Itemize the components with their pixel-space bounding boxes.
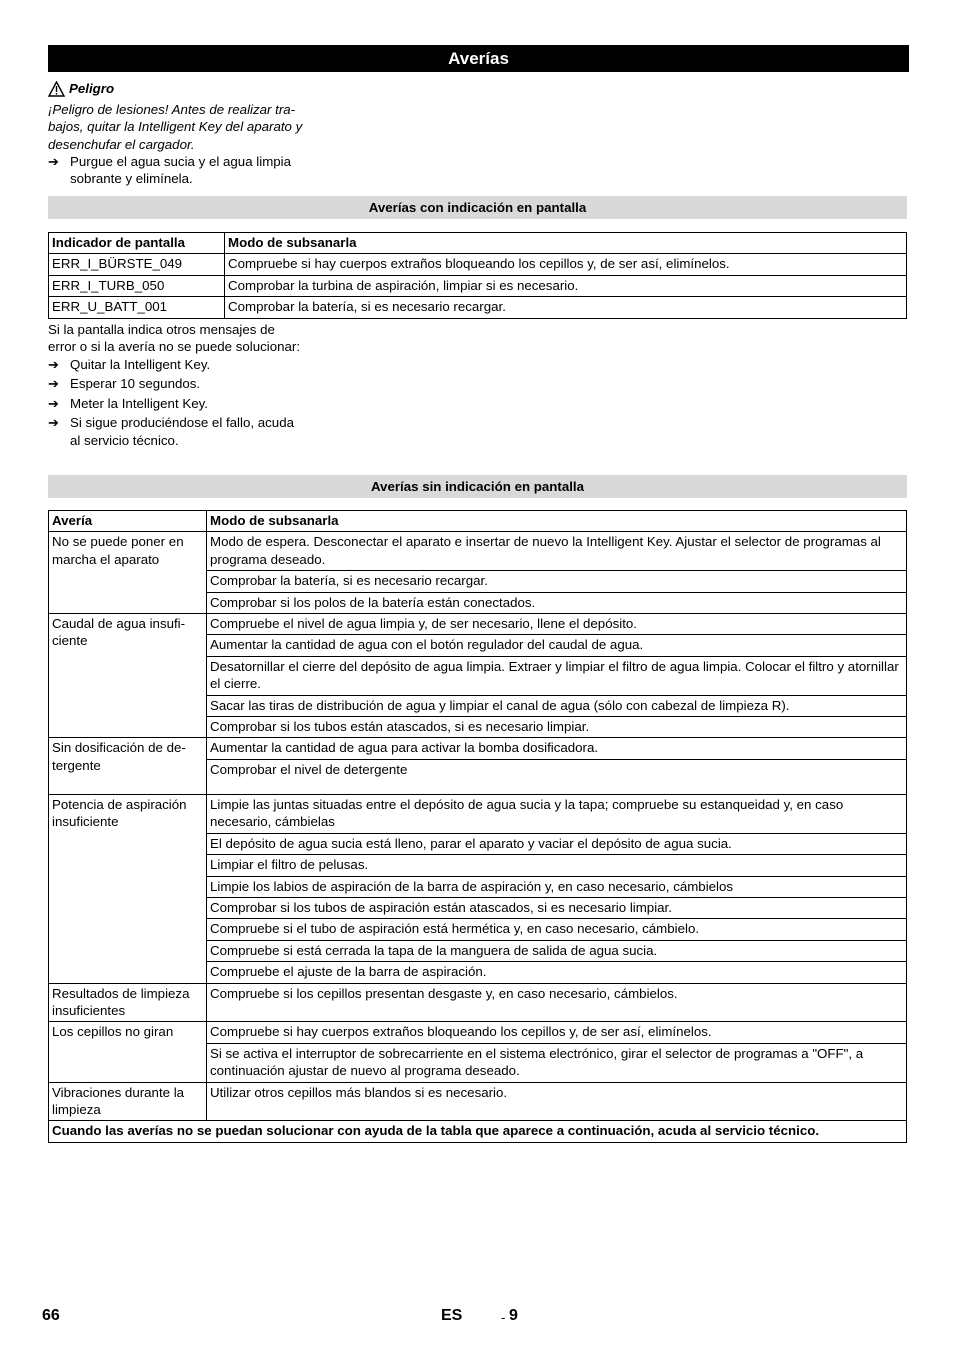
remedy: Comprobar la batería, si es necesario recargar.	[207, 571, 907, 592]
other-errors-steps	[48, 356, 338, 449]
warning-triangle-icon	[48, 81, 65, 97]
section-title: Averías	[48, 45, 909, 72]
list-item: ➔ Si sigue produciéndose el fallo, acuda al servicio técnico.	[48, 415, 294, 448]
remedy: Comprobar la batería, si es necesario recargar.	[225, 297, 907, 318]
fault: Vibraciones durante la limpieza	[49, 1082, 207, 1121]
list-item: ➔ Esperar 10 segundos.	[48, 376, 201, 392]
remedy: Aumentar la cantidad de agua con el botón regulador del caudal de agua.	[207, 635, 907, 656]
arrow-right-icon: ➔	[48, 415, 59, 431]
sub-page-number: 9	[509, 1307, 518, 1324]
remedy: Compruebe si hay cuerpos extraños bloqueando los cepillos y, de ser así, elimínelos.	[225, 254, 907, 275]
danger-label: Peligro	[69, 81, 115, 96]
remedy: Compruebe si hay cuerpos extraños bloqueando los cepillos y, de ser así, elimínelos.	[207, 1022, 907, 1043]
list-item: ➔ Quitar la Intelligent Key.	[48, 357, 211, 372]
error-code: ERR_I_TURB_050	[49, 275, 225, 296]
arrow-right-icon: ➔	[48, 395, 59, 411]
danger-step: ➔ Purgue el agua sucia y el agua limpia sobrante y elimínela.	[48, 154, 292, 187]
remedy: Compruebe si está cerrada la tapa de la manguera de salida de agua sucia.	[207, 940, 907, 961]
remedy: Comprobar si los tubos de aspiración están atascados, si es necesario limpiar.	[207, 897, 907, 918]
remedy: Comprobar si los tubos están atascados, si es necesario limpiar.	[207, 717, 907, 738]
remedy: El depósito de agua sucia está lleno, parar el aparato y vaciar el depósito de agua sucia.	[207, 833, 907, 854]
column-header: Indicador de pantalla	[49, 233, 225, 254]
fault: Resultados de limpieza insuficientes	[49, 983, 207, 1022]
section1-heading: Averías con indicación en pantalla	[48, 196, 907, 219]
fault: Sin dosificación de de-tergente	[49, 738, 207, 794]
table-header-row	[49, 511, 907, 532]
faults-table	[48, 510, 907, 1143]
final-note: Cuando las averías no se puedan solucionar con ayuda de la tabla que aparece a continuación, acuda al servicio técnico.	[49, 1121, 907, 1142]
table-row	[49, 254, 907, 275]
remedy: Modo de espera. Desconectar el aparato e insertar de nuevo la Intelligent Key. Ajustar el selector de programas al programa deseado.	[207, 532, 907, 571]
fault: Los cepillos no giran	[49, 1022, 207, 1082]
table-row	[49, 275, 907, 296]
remedy: Comprobar el nivel de detergente	[207, 759, 907, 794]
danger-heading	[48, 80, 338, 97]
remedy: Si se activa el interruptor de sobrecarriente en el sistema electrónico, girar el selector de programas a "OFF", a continuación ajustar de nuevo al programa deseado.	[207, 1043, 907, 1082]
table-row	[49, 614, 907, 635]
remedy: Compruebe el ajuste de la barra de aspiración.	[207, 962, 907, 983]
remedy: Comprobar la turbina de aspiración, limpiar si es necesario.	[225, 275, 907, 296]
remedy: Limpiar el filtro de pelusas.	[207, 855, 907, 876]
page-separator: -	[501, 1310, 506, 1325]
remedy: Limpie los labios de aspiración de la barra de aspiración y, en caso necesario, cámbielos	[207, 876, 907, 897]
table-row	[49, 1082, 907, 1121]
remedy: Aumentar la cantidad de agua para activar la bomba dosificadora.	[207, 738, 907, 759]
page-number: 66	[42, 1307, 60, 1324]
table-row	[49, 983, 907, 1022]
table-row	[49, 1022, 907, 1043]
fault: Caudal de agua insufi-ciente	[49, 614, 207, 738]
column-header: Modo de subsanarla	[225, 233, 907, 254]
table-header-row	[49, 233, 907, 254]
language-code: ES	[441, 1307, 463, 1324]
danger-text: ¡Peligro de lesiones! Antes de realizar tra- bajos, quitar la Intelligent Key del aparato y desenchufar el cargador.	[48, 102, 303, 152]
error-code: ERR_I_BÜRSTE_049	[49, 254, 225, 275]
table-row	[49, 297, 907, 318]
display-errors-table	[48, 232, 907, 319]
table-row	[49, 532, 907, 571]
fault: No se puede poner en marcha el aparato	[49, 532, 207, 614]
remedy: Compruebe el nivel de agua limpia y, de ser necesario, llene el depósito.	[207, 614, 907, 635]
section2-heading: Averías sin indicación en pantalla	[48, 475, 907, 498]
fault: Potencia de aspiración insuficiente	[49, 794, 207, 983]
list-item: ➔ Meter la Intelligent Key.	[48, 395, 208, 411]
remedy: Limpie las juntas situadas entre el depósito de agua sucia y la tapa; compruebe su estanqueidad y, en caso necesario, cámbielas	[207, 794, 907, 833]
error-code: ERR_U_BATT_001	[49, 297, 225, 318]
remedy: Compruebe si el tubo de aspiración está hermética y, en caso necesario, cámbielo.	[207, 919, 907, 940]
remedy: Desatornillar el cierre del depósito de agua limpia. Extraer y limpiar el filtro de agua limpia. Colocar el filtro y atornillar el cierre.	[207, 656, 907, 695]
other-errors-intro: Si la pantalla indica otros mensajes de error o si la avería no se puede solucionar:	[48, 322, 301, 355]
table-row	[49, 794, 907, 833]
arrow-right-icon: ➔	[48, 357, 59, 372]
remedy: Comprobar si los polos de la batería están conectados.	[207, 592, 907, 613]
arrow-right-icon: ➔	[48, 376, 59, 392]
arrow-right-icon: ➔	[48, 154, 59, 169]
remedy: Sacar las tiras de distribución de agua y limpiar el canal de agua (sólo con cabezal de limpieza R).	[207, 695, 907, 716]
table-footer-row	[49, 1121, 907, 1142]
remedy: Utilizar otros cepillos más blandos si es necesario.	[207, 1082, 907, 1121]
column-header: Avería	[49, 511, 207, 532]
table-row	[49, 738, 907, 759]
remedy: Compruebe si los cepillos presentan desgaste y, en caso necesario, cámbielos.	[207, 983, 907, 1022]
column-header: Modo de subsanarla	[207, 511, 907, 532]
